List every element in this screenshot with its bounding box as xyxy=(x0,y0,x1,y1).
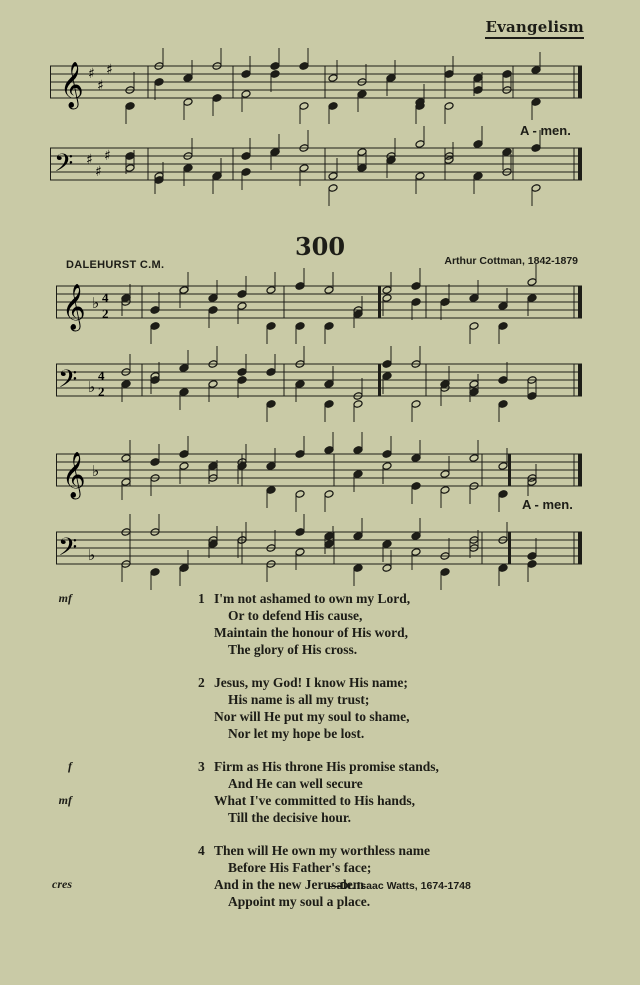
verse-text: Nor will He put my soul to shame, xyxy=(214,709,410,724)
note-head xyxy=(473,86,483,95)
note-head xyxy=(324,532,334,541)
note-head xyxy=(498,564,508,573)
verse-line xyxy=(58,792,580,809)
verse-line xyxy=(160,624,580,641)
note-head xyxy=(473,74,483,83)
system2-bass-staff xyxy=(56,524,590,584)
note-head xyxy=(179,364,189,373)
note-head xyxy=(212,94,222,103)
dynamic-mark: mf xyxy=(58,591,72,605)
note-head xyxy=(266,322,276,331)
note-head xyxy=(498,376,508,385)
svg-text:♯: ♯ xyxy=(104,148,111,164)
verse-3 xyxy=(58,758,580,826)
note-head xyxy=(415,172,425,181)
verse-line xyxy=(160,842,580,859)
note-head xyxy=(266,286,276,295)
verse-line xyxy=(160,725,580,742)
verse-number: 4 xyxy=(198,843,205,858)
note-head xyxy=(208,380,218,389)
note-head xyxy=(357,164,367,173)
composer: Arthur Cottman, 1842-1879 xyxy=(444,255,578,267)
verse-line xyxy=(160,641,580,658)
note-head xyxy=(241,90,251,99)
note-head xyxy=(527,294,537,303)
note-head xyxy=(469,380,479,389)
note-head xyxy=(469,322,479,331)
svg-text:𝄢: 𝄢 xyxy=(58,365,78,400)
note-head xyxy=(415,140,425,149)
verse-text: Or to defend His cause, xyxy=(228,608,363,623)
svg-text:♯: ♯ xyxy=(97,78,104,94)
note-head xyxy=(125,152,135,161)
note-head xyxy=(502,148,512,157)
note-head xyxy=(324,446,334,455)
verse-line xyxy=(160,893,580,910)
note-head xyxy=(353,564,363,573)
bass-time-sig-bottom: 2 xyxy=(98,384,105,399)
note-head xyxy=(353,446,363,455)
prev-treble-notes xyxy=(125,48,541,124)
verse-text: Till the decisive hour. xyxy=(228,810,352,825)
prev-bass-notes xyxy=(125,126,541,206)
system2-bass-notes xyxy=(121,514,537,590)
note-head xyxy=(411,282,421,291)
note-head xyxy=(241,70,251,79)
system1-treble-staff xyxy=(56,278,590,338)
note-head xyxy=(237,368,247,377)
note-head xyxy=(324,322,334,331)
note-head xyxy=(353,400,363,409)
note-head xyxy=(440,568,450,577)
note-head xyxy=(469,294,479,303)
prev-amen: A - men. xyxy=(520,123,571,138)
note-head xyxy=(237,302,247,311)
verse-text: I'm not ashamed to own my Lord, xyxy=(214,591,411,606)
note-head xyxy=(411,400,421,409)
note-head xyxy=(382,286,392,295)
note-head xyxy=(208,306,218,315)
verse-line xyxy=(160,674,580,691)
verse-line xyxy=(58,590,580,607)
note-head xyxy=(183,74,193,83)
note-head xyxy=(411,532,421,541)
system1-treble-notes xyxy=(121,264,537,344)
svg-text:♭: ♭ xyxy=(88,378,96,396)
note-head xyxy=(295,490,305,499)
note-head xyxy=(498,462,508,471)
svg-text:♭: ♭ xyxy=(88,546,96,564)
note-head xyxy=(121,454,131,463)
note-head xyxy=(444,102,454,111)
note-head xyxy=(208,462,218,471)
note-head xyxy=(150,568,160,577)
note-head xyxy=(382,564,392,573)
svg-text:♯: ♯ xyxy=(86,152,93,168)
verse-2 xyxy=(160,674,580,742)
note-head xyxy=(498,400,508,409)
note-head xyxy=(241,152,251,161)
note-head xyxy=(527,278,537,287)
note-head xyxy=(295,528,305,537)
note-head xyxy=(411,298,421,307)
note-head xyxy=(150,306,160,315)
note-head xyxy=(353,532,363,541)
note-head xyxy=(270,62,280,71)
note-head xyxy=(531,98,541,107)
note-head xyxy=(266,368,276,377)
note-head xyxy=(121,380,131,389)
verses xyxy=(52,590,580,926)
prev-bass-staff xyxy=(50,140,590,200)
note-head xyxy=(295,380,305,389)
note-head xyxy=(183,98,193,107)
hymn-number: 300 xyxy=(294,232,346,261)
note-head xyxy=(208,294,218,303)
hymn-author: —Dr. Isaac Watts, 1674-1748 xyxy=(330,880,471,892)
note-head xyxy=(498,322,508,331)
note-head xyxy=(498,302,508,311)
svg-text:♭: ♭ xyxy=(92,294,100,312)
note-head xyxy=(299,62,309,71)
verse-text: Firm as His throne His promise stands, xyxy=(214,759,439,774)
note-head xyxy=(295,450,305,459)
verse-text: Maintain the honour of His word, xyxy=(214,625,409,640)
system1-bass-staff xyxy=(56,356,590,416)
verse-line xyxy=(160,859,580,876)
svg-text:♯: ♯ xyxy=(106,62,113,78)
system2-treble-staff xyxy=(56,446,590,506)
note-head xyxy=(266,486,276,495)
note-head xyxy=(531,66,541,75)
bass-time-sig-top: 4 xyxy=(98,368,105,383)
note-head xyxy=(237,376,247,385)
time-sig-bottom: 2 xyxy=(102,306,109,321)
verse-text: Appoint my soul a place. xyxy=(228,894,371,909)
note-head xyxy=(150,458,160,467)
note-head xyxy=(440,470,450,479)
note-head xyxy=(382,540,392,549)
note-head xyxy=(469,454,479,463)
note-head xyxy=(121,478,131,487)
note-head xyxy=(266,462,276,471)
verse-line xyxy=(160,607,580,624)
note-head xyxy=(382,360,392,369)
note-head xyxy=(473,172,483,181)
verse-number: 1 xyxy=(198,591,205,606)
note-head xyxy=(473,140,483,149)
note-head xyxy=(382,372,392,381)
note-head xyxy=(328,102,338,111)
verse-text: Nor let my hope be lost. xyxy=(228,726,365,741)
verse-text: The glory of His cross. xyxy=(228,642,358,657)
verse-line xyxy=(160,691,580,708)
note-head xyxy=(444,70,454,79)
note-head xyxy=(531,144,541,153)
hymn-amen: A - men. xyxy=(522,497,573,512)
note-head xyxy=(527,392,537,401)
system2-treble-notes xyxy=(121,432,537,512)
note-head xyxy=(295,282,305,291)
note-head xyxy=(469,388,479,397)
note-head xyxy=(527,560,537,569)
dynamic-mark: mf xyxy=(58,793,72,807)
svg-text:𝄞: 𝄞 xyxy=(62,284,86,330)
tune-name: DALEHURST C.M. xyxy=(66,259,165,271)
verse-text: Jesus, my God! I know His name; xyxy=(214,675,408,690)
note-head xyxy=(150,322,160,331)
note-head xyxy=(241,168,251,177)
note-head xyxy=(328,74,338,83)
dynamic-mark: cres xyxy=(52,877,72,891)
note-head xyxy=(179,388,189,397)
time-sig-top: 4 xyxy=(102,290,109,305)
svg-text:𝄢: 𝄢 xyxy=(58,533,78,568)
note-head xyxy=(328,172,338,181)
note-head xyxy=(179,564,189,573)
verse-text: His name is all my trust; xyxy=(228,692,370,707)
note-head xyxy=(502,70,512,79)
note-head xyxy=(270,148,280,157)
note-head xyxy=(299,102,309,111)
note-head xyxy=(266,400,276,409)
note-head xyxy=(324,400,334,409)
dynamic-mark: f xyxy=(68,759,72,773)
verse-4 xyxy=(52,842,580,910)
note-head xyxy=(411,548,421,557)
verse-line xyxy=(68,758,580,775)
note-head xyxy=(357,90,367,99)
note-head xyxy=(270,70,280,79)
note-head xyxy=(411,454,421,463)
note-head xyxy=(183,164,193,173)
svg-text:𝄞: 𝄞 xyxy=(60,62,84,108)
note-head xyxy=(179,286,189,295)
note-head xyxy=(382,294,392,303)
note-head xyxy=(154,78,164,87)
verse-number: 2 xyxy=(198,675,205,690)
verse-1 xyxy=(58,590,580,658)
note-head xyxy=(498,490,508,499)
note-head xyxy=(179,462,189,471)
note-head xyxy=(382,450,392,459)
note-head xyxy=(324,540,334,549)
verse-text: Before His Father's face; xyxy=(228,860,372,875)
verse-text: And in the new Jerusalem xyxy=(214,877,365,892)
note-head xyxy=(295,548,305,557)
note-head xyxy=(527,552,537,561)
prev-treble-staff xyxy=(50,58,590,118)
note-head xyxy=(324,380,334,389)
note-head xyxy=(440,486,450,495)
svg-text:𝄞: 𝄞 xyxy=(62,452,86,498)
svg-text:♯: ♯ xyxy=(95,164,102,180)
note-head xyxy=(357,148,367,157)
svg-text:𝄢: 𝄢 xyxy=(54,149,74,184)
note-head xyxy=(411,482,421,491)
system1-bass-notes xyxy=(121,346,537,422)
note-head xyxy=(125,102,135,111)
svg-text:♭: ♭ xyxy=(92,462,100,480)
verse-line xyxy=(160,775,580,792)
note-head xyxy=(531,184,541,193)
verse-line xyxy=(160,809,580,826)
note-head xyxy=(382,462,392,471)
svg-text:♯: ♯ xyxy=(88,66,95,82)
note-head xyxy=(237,290,247,299)
note-head xyxy=(295,322,305,331)
section-title: Evangelism xyxy=(485,18,584,39)
note-head xyxy=(179,450,189,459)
verse-line xyxy=(160,708,580,725)
verse-text: What I've committed to His hands, xyxy=(214,793,416,808)
verse-text: Then will He own my worthless name xyxy=(214,843,430,858)
note-head xyxy=(328,184,338,193)
note-head xyxy=(353,470,363,479)
note-head xyxy=(299,164,309,173)
verse-text: And He can well secure xyxy=(228,776,363,791)
verse-number: 3 xyxy=(198,759,205,774)
note-head xyxy=(440,298,450,307)
note-head xyxy=(324,286,334,295)
note-head xyxy=(324,490,334,499)
note-head xyxy=(125,164,135,173)
